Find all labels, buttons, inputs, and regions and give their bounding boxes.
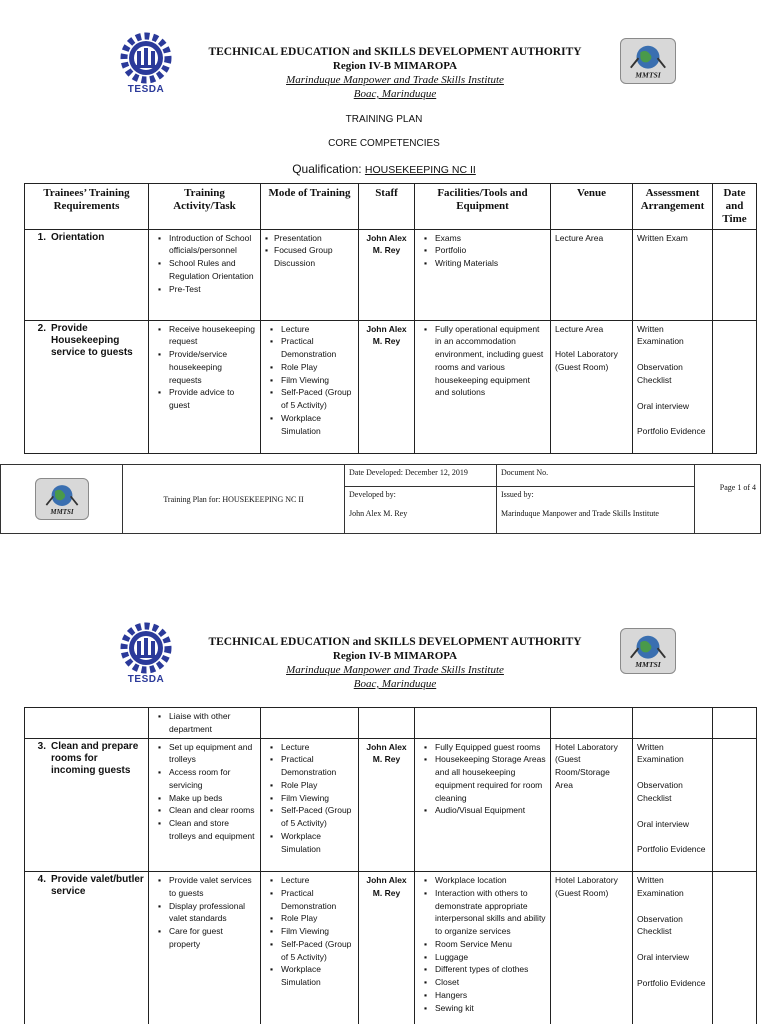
footer-date-developed: Date Developed: December 12, 2019	[345, 465, 497, 487]
activity-cell	[149, 708, 261, 739]
list-item: ▪ Self-Paced (Group of 5 Activity)	[265, 386, 354, 412]
facilities-cell	[415, 229, 551, 320]
activity-cell	[149, 229, 261, 320]
assessment-item: Written Examination	[637, 741, 684, 765]
assessment-item: Observation Checklist	[637, 780, 683, 803]
mmtsi-logo-text: MMTSI	[49, 507, 74, 516]
list-item: ▪ Pre-Test	[153, 283, 256, 296]
mode-cell	[261, 872, 359, 1024]
venue-item: Lecture Area	[555, 323, 604, 334]
venue-cell	[551, 708, 633, 739]
tesda-logo	[118, 622, 174, 688]
requirement-cell: 1. Orientation	[25, 229, 149, 320]
mode-cell	[261, 708, 359, 739]
requirement-cell: 3. Clean and prepare rooms for incoming guests	[25, 738, 149, 872]
tesda-gear-icon	[118, 32, 174, 84]
mmtsi-globe-icon	[621, 629, 675, 673]
list-item: ▪ Focused Group Discussion	[265, 244, 354, 270]
date-cell	[713, 229, 757, 320]
assessment-item: Written Examination	[637, 323, 684, 347]
tesda-gear-icon	[118, 622, 174, 674]
list-item: ▪ Provide valet services to guests	[153, 874, 256, 900]
list-item: ▪ Fully operational equipment in an accommodation environment, including guest rooms and various housekeeping equipment and solutions	[419, 323, 546, 400]
page2-header	[0, 618, 768, 708]
staff-cell: John Alex M. Rey	[359, 872, 415, 1024]
table-row	[25, 738, 757, 872]
list-item: ▪ Housekeeping Storage Areas and all housekeeping equipment required for room cleaning	[419, 753, 546, 804]
col-header: Venue	[551, 184, 633, 230]
list-item: ▪ Film Viewing	[265, 925, 354, 938]
col-header: Mode of Training	[261, 184, 359, 230]
list-item: ▪ Presentation	[265, 232, 354, 245]
list-item: ▪ Care for guest property	[153, 925, 256, 951]
staff-cell	[359, 708, 415, 739]
mode-cell	[261, 738, 359, 872]
venue-cell: Lecture Area	[551, 229, 633, 320]
table-header-row	[25, 184, 757, 230]
list-item: ▪ Film Viewing	[265, 792, 354, 805]
list-item: ▪ Provide advice to guest	[153, 386, 256, 412]
mmtsi-logo-text: MMTSI	[635, 660, 661, 670]
venue-cell: Hotel Laboratory (Guest Room)	[551, 872, 633, 1024]
list-item: ▪ Workplace Simulation	[265, 412, 354, 438]
list-item: ▪ Different types of clothes	[419, 963, 546, 976]
col-header: Trainees’ Training Requirements	[25, 184, 149, 230]
col-header: Training Activity/Task	[149, 184, 261, 230]
list-item: ▪ Lecture	[265, 874, 354, 887]
list-item: ▪ Clean and store trolleys and equipment	[153, 817, 256, 843]
qualification-line	[0, 162, 768, 176]
activity-cell	[149, 320, 261, 454]
assessment-cell	[633, 738, 713, 872]
list-item: ▪ Interaction with others to demonstrate appropriate interpersonal skills and ability to organize services	[419, 887, 546, 938]
list-item: ▪ Receive housekeeping request	[153, 323, 256, 349]
facilities-cell	[415, 708, 551, 739]
assessment-cell	[633, 708, 713, 739]
list-item: ▪ Luggage	[419, 951, 546, 964]
table-row	[25, 872, 757, 1024]
mode-cell	[261, 229, 359, 320]
footer-plan-for: Training Plan for: HOUSEKEEPING NC II	[123, 465, 345, 534]
list-item: ▪ Workplace Simulation	[265, 963, 354, 989]
region-title: Region IV-B MIMAROPA	[332, 650, 458, 662]
assessment-item: Portfolio Evidence	[637, 426, 706, 437]
list-item: ▪ Closet	[419, 976, 546, 989]
activity-cell	[149, 872, 261, 1024]
list-item: ▪ Exams	[419, 232, 546, 245]
institute-location: Boac, Marinduque	[353, 678, 437, 690]
tesda-logo-label: TESDA	[127, 84, 165, 95]
assessment-item: Oral interview	[637, 400, 689, 411]
mmtsi-globe-icon	[621, 39, 675, 83]
list-item: ▪ Self-Paced (Group of 5 Activity)	[265, 938, 354, 964]
tesda-logo-label: TESDA	[127, 674, 165, 685]
institute-name: Marinduque Manpower and Trade Skills Institute	[286, 74, 504, 86]
list-item: ▪ Set up equipment and trolleys	[153, 741, 256, 767]
region-title: Region IV-B MIMAROPA	[332, 60, 458, 72]
requirement-cell: 4. Provide valet/butler service	[25, 872, 149, 1024]
date-cell	[713, 708, 757, 739]
list-item: ▪ Writing Materials	[419, 257, 546, 270]
venue-cell: Hotel Laboratory (Guest Room/Storage Area	[551, 738, 633, 872]
qualification-label: Qualification:	[292, 162, 362, 176]
training-plan-table-page1	[24, 183, 757, 454]
list-item: ▪ Workplace Simulation	[265, 830, 354, 856]
list-item: ▪ Room Service Menu	[419, 938, 546, 951]
list-item: ▪ Liaise with other department	[153, 710, 256, 736]
mode-cell	[261, 320, 359, 454]
mmtsi-logo	[620, 628, 676, 674]
table-row	[25, 320, 757, 454]
footer-document-no: Document No.	[497, 465, 695, 487]
list-item: ▪ Lecture	[265, 323, 354, 336]
staff-cell: John Alex M. Rey	[359, 738, 415, 872]
list-item: ▪ Role Play	[265, 361, 354, 374]
document-footer	[0, 464, 761, 534]
list-item: ▪ Fully Equipped guest rooms	[419, 741, 546, 754]
col-header: Assessment Arrangement	[633, 184, 713, 230]
assessment-item: Oral interview	[637, 818, 689, 829]
list-item: ▪ Sewing kit	[419, 1002, 546, 1015]
staff-cell: John Alex M. Rey	[359, 320, 415, 454]
list-item: ▪ Portfolio	[419, 244, 546, 257]
footer-issued-by: Issued by: Marinduque Manpower and Trade Skills Institute	[497, 487, 695, 534]
requirement-cell	[25, 708, 149, 739]
venue-cell	[551, 320, 633, 454]
training-plan-title: TRAINING PLAN	[345, 114, 423, 125]
col-header: Staff	[359, 184, 415, 230]
list-item: ▪ Self-Paced (Group of 5 Activity)	[265, 804, 354, 830]
footer-logo-cell	[1, 465, 123, 534]
list-item: ▪ Clean and clear rooms	[153, 804, 256, 817]
list-item: ▪ Role Play	[265, 779, 354, 792]
assessment-item: Portfolio Evidence	[637, 844, 706, 855]
assessment-item: Observation Checklist	[637, 362, 683, 385]
authority-title: TECHNICAL EDUCATION and SKILLS DEVELOPMENT AUTHORITY	[208, 636, 582, 648]
footer-page-number: Page 1 of 4	[695, 465, 761, 534]
facilities-cell	[415, 872, 551, 1024]
list-item: ▪ Provide/service housekeeping requests	[153, 348, 256, 386]
footer-mmtsi-logo	[35, 478, 89, 520]
assessment-item: Written Examination	[637, 875, 684, 898]
list-item: ▪ Film Viewing	[265, 374, 354, 387]
date-cell	[713, 738, 757, 872]
list-item: ▪ Hangers	[419, 989, 546, 1002]
list-item: ▪ School Rules and Regulation Orientation	[153, 257, 256, 283]
footer-developed-by: Developed by: John Alex M. Rey	[345, 487, 497, 534]
requirement-cell: 2. Provide Housekeeping service to guests	[25, 320, 149, 454]
qualification-value: HOUSEKEEPING NC II	[364, 164, 476, 176]
assessment-item: Portfolio Evidence	[637, 977, 706, 988]
institute-name: Marinduque Manpower and Trade Skills Institute	[286, 664, 504, 676]
assessment-item: Oral interview	[637, 952, 689, 962]
list-item: ▪ Make up beds	[153, 792, 256, 805]
col-header: Date and Time	[713, 184, 757, 230]
table-row	[25, 708, 757, 739]
list-item: ▪ Audio/Visual Equipment	[419, 804, 546, 817]
assessment-cell: Written Exam	[633, 229, 713, 320]
facilities-cell	[415, 320, 551, 454]
facilities-cell	[415, 738, 551, 872]
tesda-logo	[118, 32, 174, 98]
list-item: ▪ Role Play	[265, 912, 354, 925]
assessment-cell	[633, 320, 713, 454]
mmtsi-logo-text: MMTSI	[635, 70, 661, 80]
page1-header	[0, 28, 768, 118]
table-row	[25, 229, 757, 320]
activity-cell	[149, 738, 261, 872]
staff-cell: John Alex M. Rey	[359, 229, 415, 320]
date-cell	[713, 872, 757, 1024]
authority-title: TECHNICAL EDUCATION and SKILLS DEVELOPMENT AUTHORITY	[208, 46, 582, 58]
mmtsi-globe-icon	[36, 479, 88, 519]
list-item: ▪ Display professional valet standards	[153, 900, 256, 926]
mmtsi-logo	[620, 38, 676, 84]
list-item: ▪ Access room for servicing	[153, 766, 256, 792]
date-cell	[713, 320, 757, 454]
assessment-item: Observation Checklist	[637, 913, 683, 937]
list-item: ▪ Practical Demonstration	[265, 753, 354, 779]
col-header: Facilities/Tools and Equipment	[415, 184, 551, 230]
venue-item: Hotel Laboratory (Guest Room)	[555, 349, 618, 373]
list-item: ▪ Practical Demonstration	[265, 335, 354, 361]
core-competencies-title: CORE COMPETENCIES	[328, 138, 440, 149]
list-item: ▪ Introduction of School officials/personnel	[153, 232, 256, 258]
list-item: ▪ Workplace location	[419, 874, 546, 887]
assessment-cell	[633, 872, 713, 1024]
training-plan-table-page2	[24, 707, 757, 1024]
list-item: ▪ Practical Demonstration	[265, 887, 354, 913]
list-item: ▪ Lecture	[265, 741, 354, 754]
institute-location: Boac, Marinduque	[353, 88, 437, 100]
